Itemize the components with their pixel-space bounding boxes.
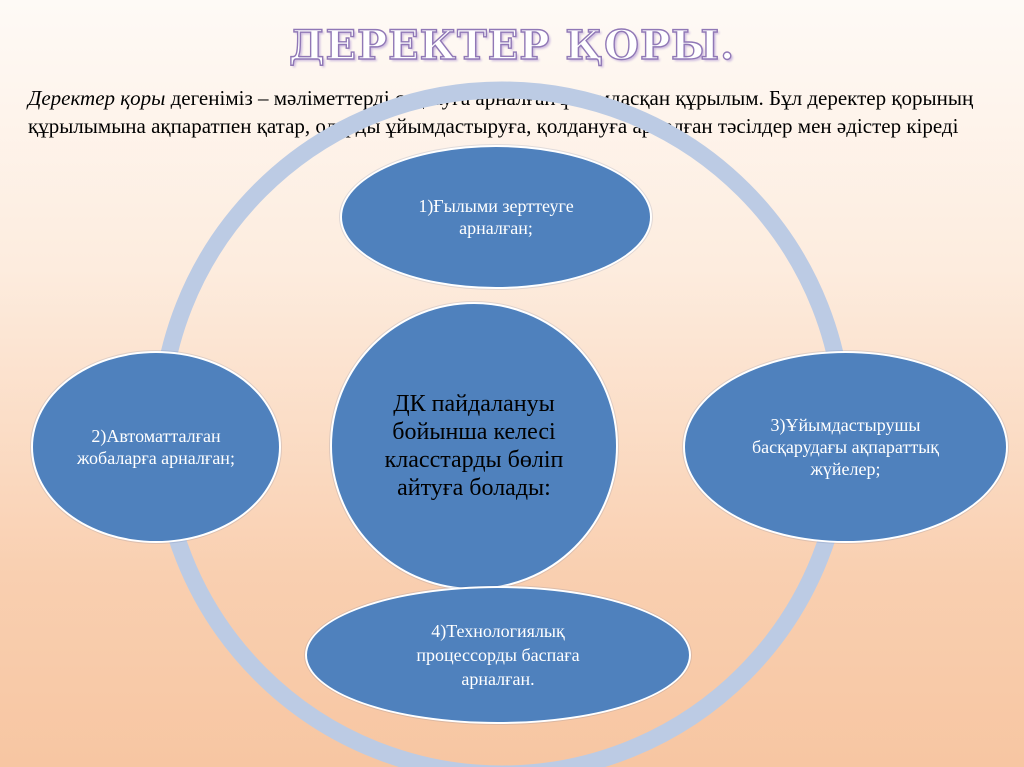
center-node-label: ДК пайдалануы бойынша келесі класстарды бөліп айтуға болады: <box>384 391 564 501</box>
intro-term: Деректер қоры <box>28 86 166 110</box>
node-management-info-systems <box>683 351 1008 543</box>
node-technological-processes <box>305 586 691 724</box>
center-node <box>330 302 618 590</box>
intro-text: дегеніміз – мәліметтерді сақтауға арналған ұйымдасқан құрылым. Бұл деректер қорының құрылымына ақпаратпен қатар, оларды ұйымдастыруға, қолдануға арналған тәсілдер мен әдістер кіреді <box>28 86 974 138</box>
node-management-info-systems-label: 3)Ұйымдастырушы басқарудағы ақпараттық жүйелер; <box>751 415 940 479</box>
node-scientific-research-label: 1)Ғылыми зерттеуге арналған; <box>418 196 574 238</box>
node-automated-projects-label: 2)Автоматталған жобаларға арналған; <box>77 426 235 468</box>
node-scientific-research <box>340 145 652 289</box>
node-technological-processes-label: 4)Технологиялық процессорды баспаға арналған. <box>416 621 580 689</box>
slide-title: ДЕРЕКТЕР ҚОРЫ. <box>288 22 736 69</box>
node-automated-projects <box>31 351 281 543</box>
